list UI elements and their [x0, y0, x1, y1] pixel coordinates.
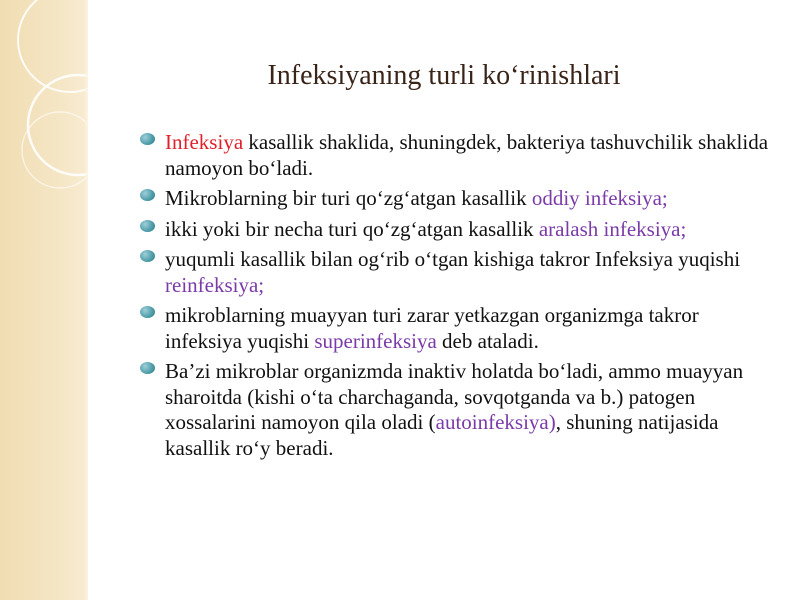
highlight-term: autoinfeksiya)	[435, 410, 556, 434]
list-item	[140, 217, 780, 243]
decorative-circles	[0, 0, 88, 240]
bullet-list	[140, 130, 780, 466]
bullet-text: , shuning natijasida kasallik ro‘y beradi.	[165, 410, 719, 460]
bullet-dot-icon	[140, 220, 155, 232]
list-item	[140, 247, 780, 298]
highlight-term: aralash infeksiya;	[538, 216, 687, 241]
bullet-dot-icon	[140, 133, 155, 145]
bullet-text: yuqumli kasallik bilan og‘rib o‘tgan kishiga takror Infeksiya yuqishi	[165, 247, 741, 271]
bullet-text: Mikroblarning bir turi qo‘zg‘atgan kasallik	[165, 186, 532, 210]
bullet-dot-icon	[140, 250, 155, 262]
list-item	[140, 303, 780, 354]
highlight-term: Infeksiya	[165, 130, 244, 154]
bullet-text: deb ataladi.	[436, 328, 539, 353]
bullet-text: kasallik shaklida, shuningdek, bakteriya tashuvchilik shaklida namoyon bo‘ladi.	[165, 130, 769, 180]
highlight-term: reinfeksiya;	[165, 272, 265, 297]
bullet-text: mikroblarning muayyan turi zarar yetkazgan organizmga takror infeksiya yuqishi	[165, 303, 699, 353]
highlight-term: oddiy infeksiya;	[531, 186, 668, 210]
bullet-text: Ba’zi mikroblar organizmda inaktiv holatda bo‘ladi, ammo muayyan sharoitda (kishi o‘ta charchaganda, sovqotganda va b.) patogen xossalarini namoyon qila oladi (	[165, 359, 744, 434]
highlight-term: superinfeksiya	[314, 328, 437, 353]
list-item	[140, 359, 780, 461]
bullet-dot-icon	[140, 306, 155, 318]
side-decoration-band	[0, 0, 88, 600]
bullet-dot-icon	[140, 189, 155, 201]
list-item	[140, 130, 780, 181]
bullet-text: ikki yoki bir necha turi qo‘zg‘atgan kasallik	[165, 216, 539, 241]
list-item	[140, 186, 780, 212]
bullet-dot-icon	[140, 362, 155, 374]
page-title: Infeksiyaning turli ko‘rinishlari	[267, 60, 621, 91]
